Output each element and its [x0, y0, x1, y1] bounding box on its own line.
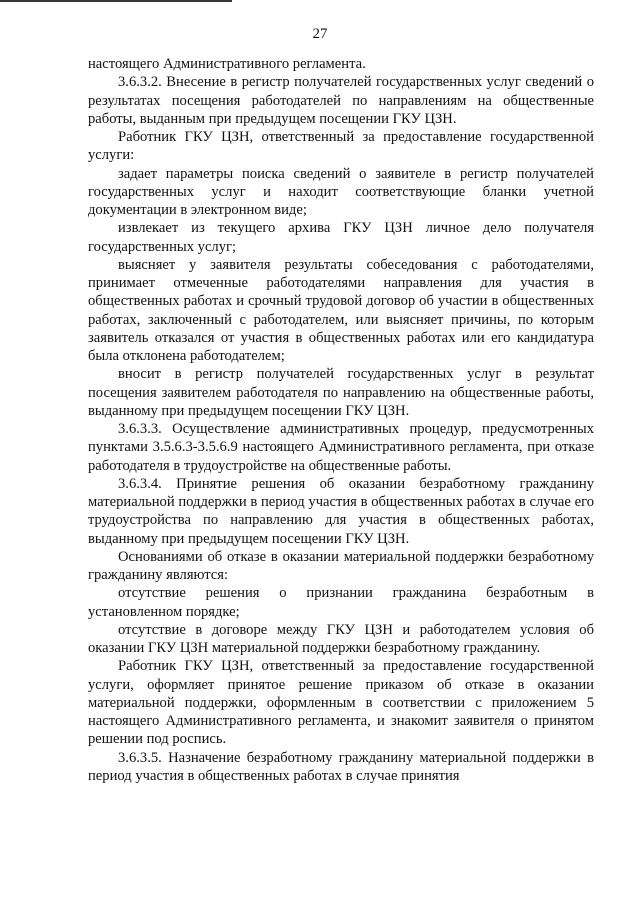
paragraph-section-3-6-3-3: 3.6.3.3. Осуществление административных процедур, предусмотренных пунктами 3.5.6.3-3.5.6.9 настоящего Административного регламента, при отказе работодателя в трудоустройстве на общественные работы.: [88, 421, 594, 474]
paragraph-duty-search: задает параметры поиска сведений о заявителе в регистр получателей государственных услуг и находит соответствующие бланки учетной документации в электронном виде;: [88, 165, 594, 218]
paragraph-duty-archive: извлекает из текущего архива ГКУ ЦЗН личное дело получателя государственных услуг;: [88, 220, 594, 255]
paragraph-refusal-ground-1: отсутствие решения о признании гражданина безработным в установленном порядке;: [88, 585, 594, 620]
paragraph-refusal-ground-2: отсутствие в договоре между ГКУ ЦЗН и работодателем условия об оказании ГКУ ЦЗН материальной поддержки безработному гражданину.: [88, 621, 594, 656]
paragraph-section-3-6-3-5: 3.6.3.5. Назначение безработному гражданину материальной поддержки в период участия в общественных работах в случае принятия: [88, 749, 594, 784]
scan-edge-line: [0, 0, 232, 2]
page-number: 27: [312, 26, 328, 42]
paragraph-continuation: настоящего Административного регламента.: [88, 56, 366, 72]
paragraph-refusal-grounds-intro: Основаниями об отказе в оказании материальной поддержки безработному гражданину являются:: [88, 548, 594, 583]
paragraph-duty-register-entry: вносит в регистр получателей государственных услуг в результат посещения заявителем работодателя по направлению на общественные работы, выданному при предыдущем посещении ГКУ ЦЗН.: [88, 366, 594, 419]
paragraph-duty-interview-results: выясняет у заявителя результаты собеседования с работодателями, принимает отмеченные работодателями направления для участия в общественных работах и срочный трудовой договор об участии в общественных работах, заключенный с работодателем, или выясняет причины, по которым заявитель отказался от участия в общественных работах или его кандидатура была отклонена работодателем;: [88, 256, 594, 364]
paragraph-section-3-6-3-2: 3.6.3.2. Внесение в регистр получателей государственных услуг сведений о результатах посещения работодателей по направлениям на общественные работы, выданным при предыдущем посещении ГКУ ЦЗН.: [88, 74, 594, 127]
document-body: [88, 55, 594, 785]
paragraph-section-3-6-3-4: 3.6.3.4. Принятие решения об оказании безработному гражданину материальной поддержки в период участия в общественных работах в случае его трудоустройства по направлению для участия в общественных работах, выданному при предыдущем посещении ГКУ ЦЗН.: [88, 475, 594, 547]
paragraph-refusal-order: Работник ГКУ ЦЗН, ответственный за предоставление государственной услуги, оформляет принятое решение приказом об отказе в оказании материальной поддержки, оформленным в соответствии с приложением 5 настоящего Административного регламента, и знакомит заявителя о принятом решении под роспись.: [88, 658, 594, 748]
paragraph-employee-duties-intro: Работник ГКУ ЦЗН, ответственный за предоставление государственной услуги:: [88, 129, 594, 164]
